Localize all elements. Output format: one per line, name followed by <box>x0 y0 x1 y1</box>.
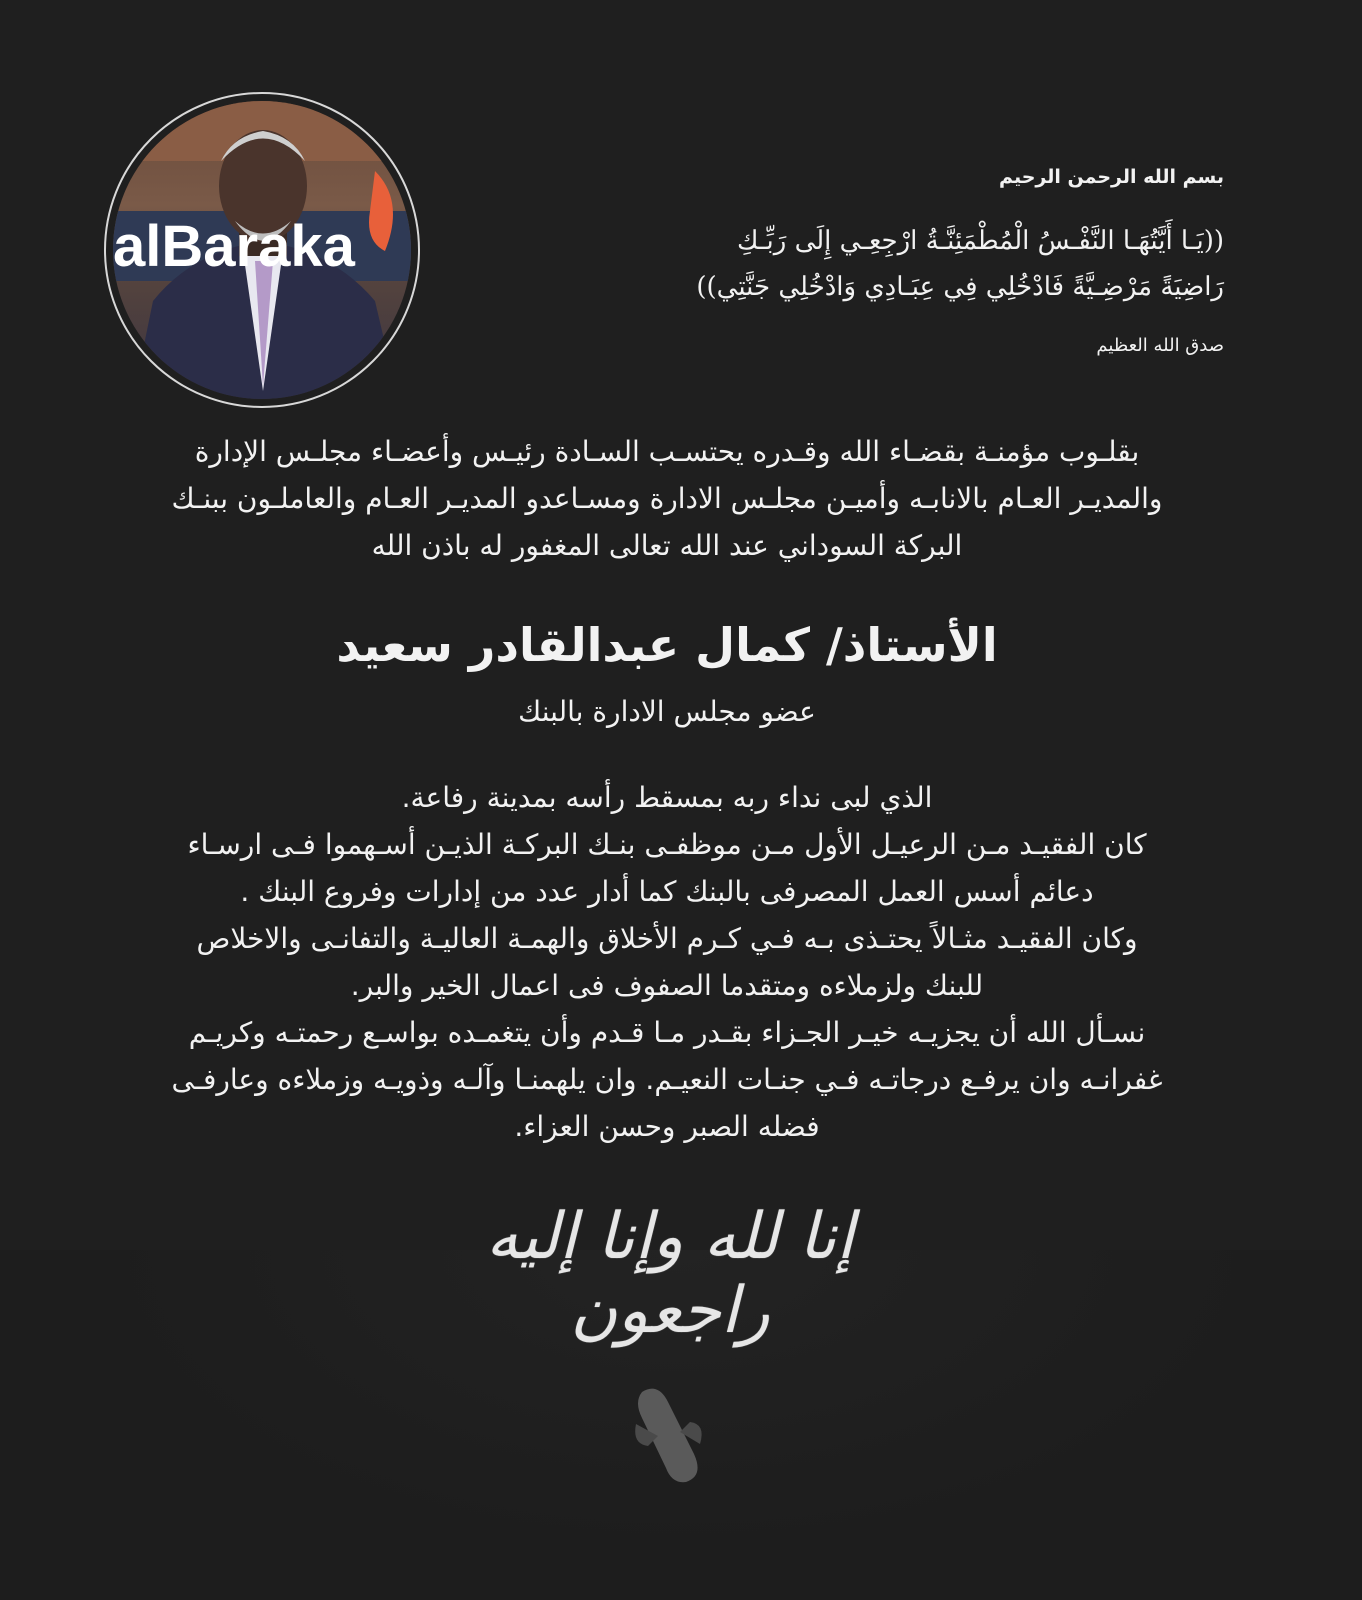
deceased-photo <box>113 101 411 399</box>
deceased-role: عضو مجلس الادارة بالبنك <box>518 695 816 728</box>
intro-line: بقلـوب مؤمنـة بقضـاء الله وقـدره يحتسـب السـادة رئيـس وأعضـاء مجلـس الإدارة <box>194 435 1140 468</box>
body-line: وكان الفقيـد مثـالاً يحتـذى بـه فـي كـرم الأخلاق والهمـة العاليـة والتفانـى والاخلاص <box>196 922 1138 955</box>
body-line: للبنك ولزملاءه ومتقدما الصفوف فى اعمال الخير والبر. <box>350 969 984 1002</box>
body-paragraph <box>112 774 1222 1150</box>
verse-line: ((يَـا أَيَّتُهَـا النَّفْـسُ الْمُطْمَئِنَّـةُ ارْجِعِـي إِلَى رَبِّـكِ <box>737 226 1224 256</box>
quran-verse <box>696 218 1224 310</box>
sadaq-allah: صدق الله العظيم <box>1096 335 1224 356</box>
brand-logo-icon <box>628 1384 710 1484</box>
body-line: دعائم أسس العمل المصرفى بالبنك كما أدار عدد من إدارات وفروع البنك . <box>240 875 1094 908</box>
bismillah: بسم الله الرحمن الرحيم <box>999 166 1224 188</box>
intro-line: والمديـر العـام بالانابـه وأميـن مجلـس الادارة ومسـاعدو المديـر العـام والعاملـون ببنـك <box>171 482 1163 515</box>
body-line: فضله الصبر وحسن العزاء. <box>514 1110 820 1143</box>
photo-logo-text: alBaraka <box>113 214 355 279</box>
body-line: نسـأل الله أن يجزيـه خيـر الجـزاء بقـدر مـا قـدم وأن يتغمـده بواسـع رحمتـه وكريـم <box>188 1016 1146 1049</box>
body-line: الذي لبى نداء ربه بمسقط رأسه بمدينة رفاعة. <box>401 781 933 814</box>
deceased-name: الأستاذ/ كمال عبدالقادر سعيد <box>336 618 998 672</box>
intro-paragraph <box>112 428 1222 569</box>
calligraphy-inna-lillah: إنا لله وإنا إليه راجعون <box>485 1200 855 1348</box>
verse-line: رَاضِيَةً مَرْضِـيَّةً فَادْخُلِي فِي عِبَـادِي وَادْخُلِي جَنَّتِي)) <box>696 272 1224 302</box>
body-line: غفرانـه وان يرفـع درجاتـه فـي جنـات النعيـم. وان يلهمنـا وآلـه وذويـه وزملاءه وعارفـى <box>171 1063 1163 1096</box>
intro-line: البركة السوداني عند الله تعالى المغفور له باذن الله <box>371 529 963 562</box>
body-line: كان الفقيـد مـن الرعيـل الأول مـن موظفـى بنـك البركـة الذيـن أسـهموا فـى ارسـاء <box>187 828 1147 861</box>
